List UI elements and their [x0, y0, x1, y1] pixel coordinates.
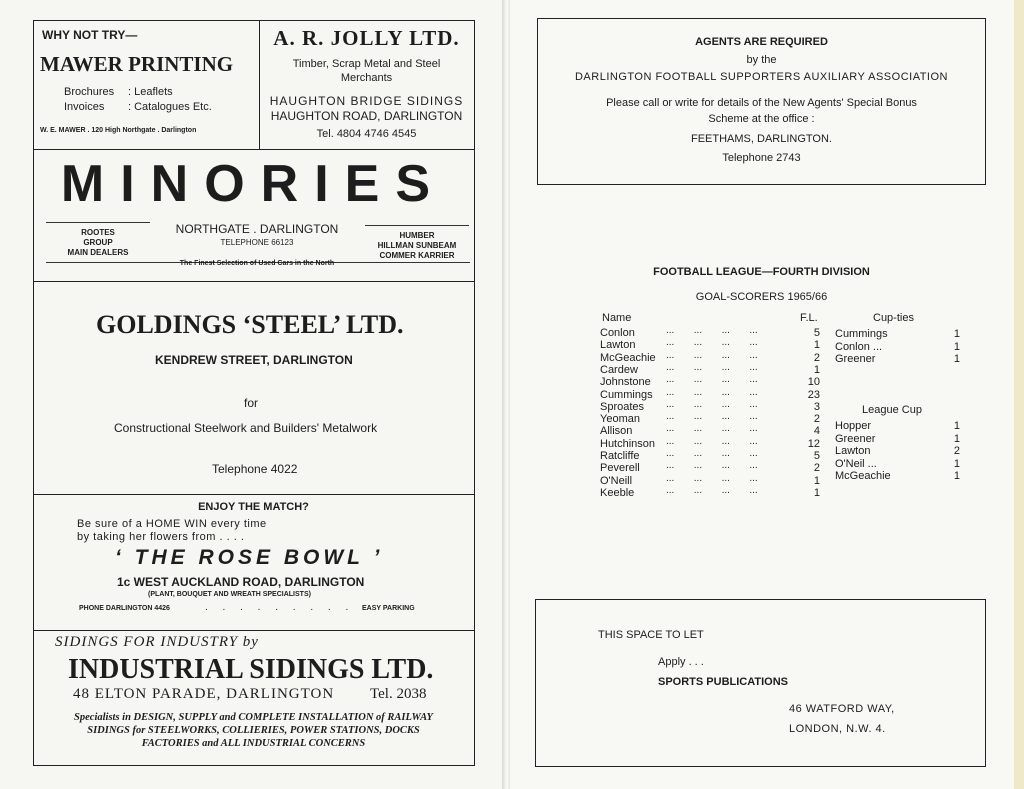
- ad-text: by taking her flowers from . . . .: [77, 531, 245, 543]
- divider: [33, 149, 474, 150]
- scorer-goals: 2: [953, 445, 960, 457]
- scorer-goals: 2: [813, 462, 820, 475]
- notice-address: LONDON, N.W. 4.: [789, 723, 886, 735]
- leader-dots: ... ... ... ...: [666, 398, 758, 410]
- scorer-name: Allison: [600, 425, 633, 438]
- scorer-goals: 1: [813, 486, 820, 499]
- leader-dots: ... ... ... ...: [666, 349, 758, 361]
- leader-dots: ... ... ... ...: [666, 448, 758, 459]
- scorer-name: Keeble: [600, 486, 635, 499]
- section-title: FOOTBALL LEAGUE—FOURTH DIVISION: [653, 266, 870, 278]
- scorer-goals: 2: [813, 413, 820, 426]
- ad-company-name: INDUSTRIAL SIDINGS LTD.: [68, 654, 434, 685]
- ad-dots: . . . . . . . . .: [205, 602, 355, 613]
- scorer-goals: 5: [813, 450, 820, 462]
- ad-address: HAUGHTON ROAD, DARLINGTON: [270, 109, 463, 123]
- scorer-name: Hutchinson: [600, 437, 656, 450]
- scorer-goals: 1: [953, 353, 960, 365]
- ad-address: 48 ELTON PARADE, DARLINGTON: [73, 686, 335, 702]
- notice-title: AGENTS ARE REQUIRED: [695, 36, 828, 48]
- ad-text: Specialists in DESIGN, SUPPLY and COMPLETE INSTALLATION of RAILWAY SIDINGS for STEELWORKS, COLLIERIES, POWER STATIONS, DOCKS FACTORIES and ALL INDUSTRIAL CONCERNS: [74, 712, 433, 749]
- leader-dots: ... ... ... ...: [666, 484, 758, 496]
- ad-text: Be sure of a HOME WIN every time: [77, 518, 267, 530]
- ad-address: KENDREW STREET, DARLINGTON: [155, 353, 353, 367]
- scorer-goals: 1: [813, 474, 820, 487]
- scorer-name: Johnstone: [600, 376, 651, 389]
- table-row: [835, 328, 960, 341]
- ad-company-name: MAWER PRINTING: [40, 52, 234, 76]
- scorer-name: Ratcliffe: [600, 450, 640, 462]
- ad-address: 1c WEST AUCKLAND ROAD, DARLINGTON: [117, 575, 365, 589]
- scorer-goals: 1: [953, 432, 960, 445]
- table-row: [835, 470, 960, 483]
- ad-text: : Leaflets : Catalogues Etc.: [128, 86, 212, 113]
- ad-text: EASY PARKING: [362, 605, 415, 612]
- table-row: [835, 433, 960, 446]
- table-row: [835, 445, 960, 458]
- rule: [46, 222, 150, 223]
- ad-text: Constructional Steelwork and Builders' Metalwork: [114, 421, 378, 435]
- scorer-goals: 3: [813, 400, 820, 413]
- notice-text: THIS SPACE TO LET: [598, 629, 704, 641]
- scorer-goals: 12: [807, 437, 820, 450]
- ad-company-name: ‘ THE ROSE BOWL ’: [115, 546, 384, 569]
- ad-address: NORTHGATE . DARLINGTON: [175, 222, 339, 236]
- column-header: F.L.: [800, 312, 818, 324]
- scorer-goals: 2: [813, 351, 820, 364]
- scorer-goals: 1: [813, 339, 820, 352]
- scorer-goals: 4: [813, 425, 820, 438]
- scorer-name: Cummings: [835, 328, 888, 340]
- leader-dots: ... ... ... ...: [666, 386, 758, 398]
- table-row: [835, 420, 960, 433]
- notice-text: Apply . . .: [658, 656, 704, 668]
- ad-text: HUMBER HILLMAN SUNBEAM COMMER KARRIER: [377, 231, 457, 260]
- ad-header: SIDINGS FOR INDUSTRY by: [55, 634, 259, 650]
- table-row: [835, 353, 960, 366]
- scorer-name: Yeoman: [600, 413, 640, 426]
- ad-phone: PHONE DARLINGTON 4426: [79, 605, 170, 612]
- page-edge: [1014, 0, 1024, 789]
- scorer-name: Hopper: [835, 420, 872, 432]
- leader-dots: ... ... ... ...: [666, 423, 758, 435]
- notice-address: FEETHAMS, DARLINGTON.: [691, 133, 832, 145]
- scorer-goals: 1: [953, 328, 960, 340]
- leader-dots: ... ... ... ...: [666, 411, 758, 423]
- notice-company: SPORTS PUBLICATIONS: [658, 676, 788, 688]
- scorer-name: Conlon: [600, 327, 635, 339]
- scorer-name: McGeachie: [835, 470, 891, 482]
- leader-dots: ... ... ... ...: [666, 435, 758, 447]
- ad-address: W. E. MAWER . 120 High Northgate . Darlington: [40, 127, 197, 134]
- leader-dots: ... ... ... ...: [666, 361, 758, 373]
- scorer-name: O'Neil ...: [835, 457, 877, 470]
- leader-dots: ... ... ... ...: [666, 325, 758, 336]
- notice-text: DARLINGTON FOOTBALL SUPPORTERS AUXILIARY ASSOCIATION: [574, 71, 948, 83]
- table-row: [835, 458, 960, 471]
- scorer-goals: 10: [807, 376, 820, 389]
- ad-phone: Tel. 2038: [370, 686, 427, 702]
- ad-text: (PLANT, BOUQUET AND WREATH SPECIALISTS): [148, 591, 311, 598]
- ad-header: WHY NOT TRY—: [42, 28, 138, 42]
- ad-company-name: MINORIES: [60, 155, 447, 213]
- ad-text: for: [244, 396, 259, 410]
- ad-text: Timber, Scrap Metal and Steel Merchants: [292, 58, 441, 84]
- scorer-goals: 1: [953, 470, 960, 482]
- ad-company-name: GOLDINGS ‘STEEL’ LTD.: [96, 310, 404, 339]
- scorer-name: Conlon ...: [835, 340, 883, 353]
- leader-dots: ... ... ... ...: [666, 472, 758, 484]
- table-row: [600, 484, 820, 499]
- ad-address: HAUGHTON BRIDGE SIDINGS: [269, 94, 464, 108]
- scorer-name: O'Neill: [600, 474, 633, 487]
- notice-text: Scheme at the office :: [708, 113, 815, 125]
- leader-dots: ... ... ... ...: [666, 460, 758, 472]
- notice-text: by the: [746, 54, 777, 66]
- ad-header: ENJOY THE MATCH?: [198, 501, 309, 513]
- ad-phone: TELEPHONE 66123: [220, 238, 294, 247]
- section-subtitle: GOAL-SCORERS 1965/66: [695, 291, 828, 303]
- column-header: Cup-ties: [873, 312, 914, 324]
- ad-text: ROOTES GROUP MAIN DEALERS: [67, 228, 129, 257]
- notice-text: Please call or write for details of the New Agents' Special Bonus: [606, 97, 917, 109]
- notice-address: 46 WATFORD WAY,: [789, 703, 895, 715]
- scorer-goals: 1: [813, 363, 820, 376]
- leader-dots: ... ... ... ...: [666, 374, 758, 386]
- ad-company-name: A. R. JOLLY LTD.: [273, 26, 460, 50]
- divider: [33, 281, 474, 282]
- center-fold: [502, 0, 510, 789]
- scorer-name: Cardew: [600, 363, 638, 376]
- scorer-name: Peverell: [600, 462, 640, 475]
- rule: [365, 225, 469, 226]
- scorer-name: Cummings: [600, 388, 653, 401]
- scorer-name: McGeachie: [600, 351, 656, 364]
- scorer-goals: 5: [813, 327, 820, 339]
- notice-phone: Telephone 2743: [722, 152, 801, 164]
- scorer-goals: 23: [807, 388, 820, 401]
- table-row: [835, 341, 960, 354]
- ad-text: Brochures Invoices: [64, 86, 115, 113]
- scorer-goals: 1: [953, 420, 960, 432]
- column-header: League Cup: [862, 404, 922, 416]
- leader-dots: ... ... ... ...: [666, 337, 758, 349]
- scorer-goals: 1: [953, 340, 960, 353]
- ad-tagline: The Finest Selection of Used Cars in the North: [179, 260, 335, 267]
- scorer-goals: 1: [953, 457, 960, 470]
- ad-phone: Telephone 4022: [212, 462, 298, 476]
- scorer-name: Greener: [835, 432, 876, 445]
- scorer-name: Sproates: [600, 400, 645, 413]
- divider: [33, 494, 474, 495]
- scorer-name: Lawton: [835, 445, 871, 457]
- ad-phone: Tel. 4804 4746 4545: [316, 128, 417, 140]
- divider: [33, 630, 474, 631]
- column-header: Name: [602, 312, 632, 324]
- scorer-name: Greener: [835, 353, 876, 365]
- scorer-name: Lawton: [600, 339, 636, 352]
